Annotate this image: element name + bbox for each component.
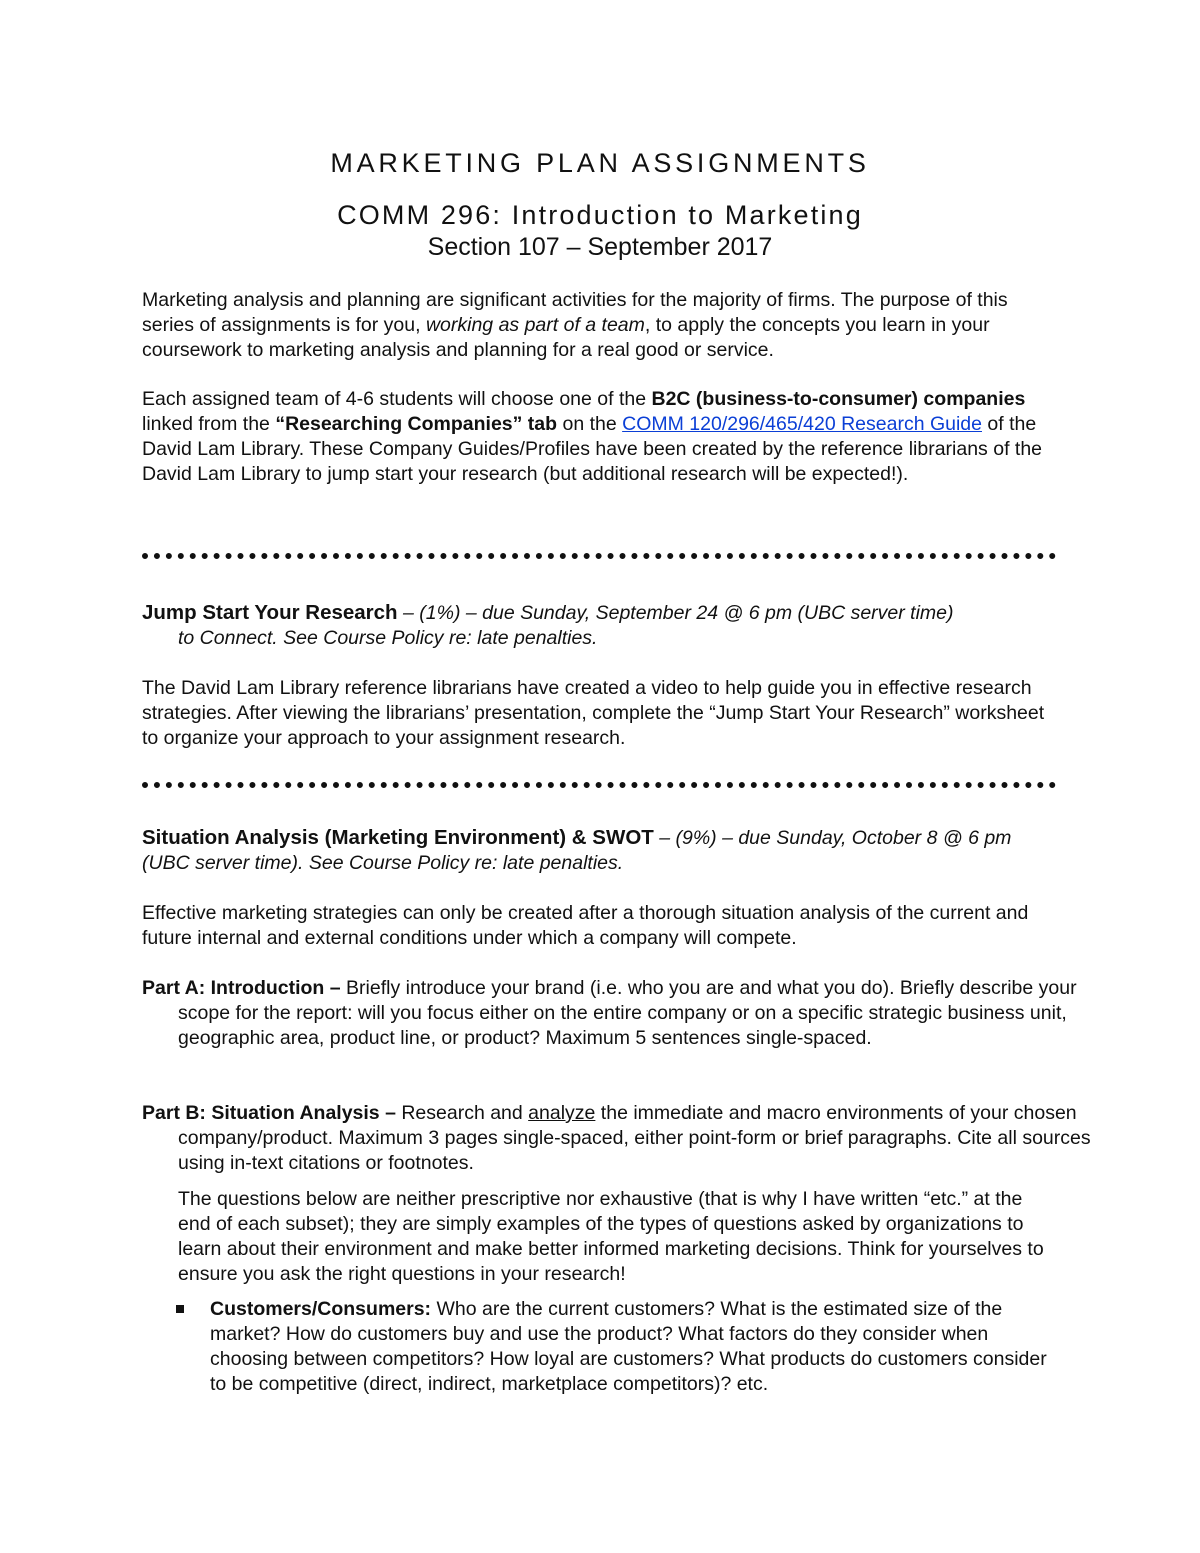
jump-start-due-cont: to Connect. See Course Policy re: late penalties.: [178, 627, 598, 649]
bullet-label: Customers/Consumers:: [210, 1298, 432, 1320]
intro-text: linked from the: [142, 413, 276, 435]
part-b-label: Part B: Situation Analysis –: [142, 1102, 396, 1124]
dotted-divider: [142, 553, 1056, 559]
situation-title: Situation Analysis (Marketing Environment) & SWOT: [142, 826, 654, 849]
part-b-text: the immediate and macro environments of your chosen company/product. Maximum 3 pages single-spaced, either point-form or brief paragraphs. Cite all sources using in-text citations or footnotes.: [178, 1102, 1091, 1174]
dotted-divider: [142, 782, 1056, 788]
jump-start-body: The David Lam Library reference librarians have created a video to help guide you in effective research strategies. After viewing the librarians’ presentation, complete the “Jump Start Your Research” worksheet to organize your approach to your assignment research.: [142, 677, 1045, 749]
researching-companies-tab-bold: “Researching Companies” tab: [275, 413, 558, 435]
questions-note: The questions below are neither prescriptive nor exhaustive (that is why I have written “etc.” at the end of each subset); they are simply examples of the types of questions asked by organizations to learn about their environment and make better informed marketing decisions. Think for yourselves to ensure you ask the right questions in your research!: [178, 1188, 1044, 1285]
part-a-paragraph: [142, 976, 1092, 1051]
bullet-customers: [176, 1297, 1056, 1397]
situation-due: – (9%) – due Sunday, October 8 @ 6 pm (UBC server time). See Course Policy re: late penalties.: [142, 827, 1012, 874]
intro-text: , to apply the concepts you learn in your coursework to marketing analysis and planning for a real good or service.: [142, 314, 990, 361]
intro-italic-text: working as part of a team: [425, 314, 645, 336]
part-a-text: Briefly introduce your brand (i.e. who you are and what you do). Briefly describe your scope for the report: will you focus either on the entire company or on a specific strategic business unit, geographic area, product line, or product? Maximum 5 sentences single-spaced.: [178, 977, 1077, 1049]
jump-start-heading: [142, 600, 1056, 651]
intro-text: Each assigned team of 4-6 students will choose one of the: [142, 388, 652, 410]
intro-text: Marketing analysis and planning are significant activities for the majority of firms. The purpose of this series of assignments is for you,: [142, 289, 1008, 336]
section-title: Section 107 – September 2017: [427, 233, 773, 261]
intro-paragraph-2: [142, 387, 1052, 487]
jump-start-due: – (1%) – due Sunday, September 24 @ 6 pm (UBC server time): [397, 602, 954, 624]
situation-body: Effective marketing strategies can only be created after a thorough situation analysis of the current and future internal and external conditions under which a company will compete.: [142, 902, 1029, 949]
intro-text: on the: [557, 413, 623, 435]
research-guide-link[interactable]: COMM 120/296/465/420 Research Guide: [622, 413, 982, 435]
jump-start-title: Jump Start Your Research: [142, 601, 398, 624]
part-b-paragraph: [142, 1101, 1092, 1176]
part-a-label: Part A: Introduction –: [142, 977, 341, 999]
intro-paragraph-1: [142, 288, 1052, 363]
bullet-text: [176, 1297, 1056, 1397]
intro-text: of the David Lam Library. These Company Guides/Profiles have been created by the reference librarians of the David Lam Library to jump start your research (but additional research will be expected!).: [142, 413, 1043, 485]
document-title: MARKETING PLAN ASSIGNMENTS: [330, 148, 870, 178]
course-title: COMM 296: Introduction to Marketing: [337, 200, 863, 230]
situation-heading: [142, 825, 1056, 876]
b2c-companies-bold: B2C (business-to-consumer) companies: [651, 388, 1026, 410]
part-b-text: Research and: [395, 1102, 529, 1124]
analyze-underlined: analyze: [528, 1102, 596, 1124]
bullet-body: Who are the current customers? What is the estimated size of the market? How do customers buy and use the product? What factors do they consider when choosing between competitors? How loyal are customers? What products do customers consider to be competitive (direct, indirect, marketplace competitors)? etc.: [210, 1298, 1047, 1395]
square-bullet-icon: [176, 1305, 184, 1313]
